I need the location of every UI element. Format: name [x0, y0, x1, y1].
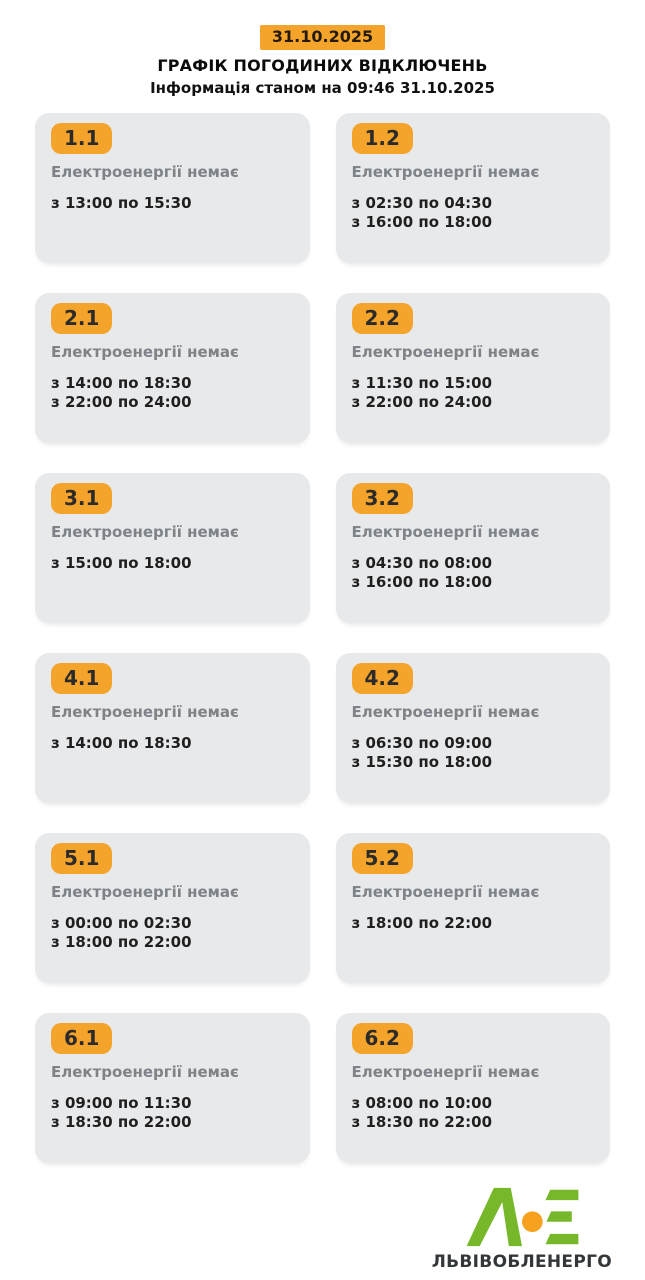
group-badge: 6.1: [51, 1023, 112, 1054]
group-card: [35, 833, 310, 983]
outage-times: [352, 734, 595, 774]
group-badge: 5.1: [51, 843, 112, 874]
outage-status-label: Електроенергії немає: [51, 522, 239, 541]
outage-status-label: Електроенергії немає: [351, 342, 540, 361]
group-badge: 1.2: [352, 123, 413, 154]
outage-times: [51, 734, 294, 754]
info-timestamp: Інформація станом на 09:46 31.10.2025: [150, 78, 495, 97]
group-badge: 1.1: [51, 123, 112, 154]
group-card: [35, 653, 310, 803]
group-badge: 4.2: [352, 663, 413, 694]
outage-status-label: Електроенергії немає: [51, 882, 239, 901]
outage-time-range: з 16:00 по 18:00: [351, 213, 493, 232]
outage-time-range: з 09:00 по 11:30: [51, 1093, 192, 1112]
outage-time-range: з 08:00 по 10:00: [351, 1093, 493, 1112]
group-badge: 5.2: [352, 843, 413, 874]
outage-time-range: з 00:00 по 02:30: [51, 913, 192, 932]
outage-time-range: з 15:30 по 18:00: [351, 753, 493, 772]
outage-time-range: з 04:30 по 08:00: [351, 553, 493, 572]
group-card: [35, 113, 310, 263]
outage-times: [51, 194, 294, 214]
outage-times: [352, 554, 595, 594]
outage-time-range: з 18:30 по 22:00: [351, 1113, 493, 1132]
outage-time-range: з 14:00 по 18:30: [51, 733, 192, 752]
group-badge: 4.1: [51, 663, 112, 694]
outage-status-label: Електроенергії немає: [51, 702, 239, 721]
outage-time-range: з 02:30 по 04:30: [351, 193, 493, 212]
group-card: [336, 113, 611, 263]
outage-time-range: з 22:00 по 24:00: [351, 393, 493, 412]
group-badge: 3.2: [352, 483, 413, 514]
outage-time-range: з 16:00 по 18:00: [351, 573, 493, 592]
group-badge: 2.2: [352, 303, 413, 334]
group-card: [35, 293, 310, 443]
outage-status-label: Електроенергії немає: [51, 162, 239, 181]
outage-times: [51, 1094, 294, 1134]
outage-time-range: з 06:30 по 09:00: [351, 733, 493, 752]
outage-status-label: Електроенергії немає: [351, 702, 540, 721]
outage-time-range: з 11:30 по 15:00: [351, 373, 493, 392]
group-card: [35, 1013, 310, 1163]
outage-times: [352, 914, 595, 934]
outage-times: [51, 554, 294, 574]
date-badge: 31.10.2025: [260, 25, 385, 50]
outage-time-range: з 15:00 по 18:00: [51, 553, 192, 572]
outage-status-label: Електроенергії немає: [351, 1062, 540, 1081]
outage-times: [352, 1094, 595, 1134]
outage-times: [51, 374, 294, 414]
company-name: ЛЬВІВОБЛЕНЕРГО: [431, 1252, 612, 1272]
outage-time-range: з 14:00 по 18:30: [51, 373, 192, 392]
group-card: [336, 293, 611, 443]
outage-status-label: Електроенергії немає: [51, 342, 239, 361]
schedule-header: [0, 0, 645, 97]
outage-time-range: з 13:00 по 15:30: [51, 193, 192, 212]
group-card: [336, 833, 611, 983]
group-card: [336, 473, 611, 623]
company-logo: [432, 1186, 612, 1272]
group-card: [35, 473, 310, 623]
outage-times: [352, 374, 595, 414]
groups-grid: [35, 113, 610, 1163]
page-title: ГРАФІК ПОГОДИНИХ ВІДКЛЮЧЕНЬ: [157, 55, 488, 75]
outage-times: [352, 194, 595, 234]
group-badge: 2.1: [51, 303, 112, 334]
outage-time-range: з 18:00 по 22:00: [351, 913, 493, 932]
group-card: [336, 653, 611, 803]
outage-status-label: Електроенергії немає: [351, 882, 540, 901]
outage-status-label: Електроенергії немає: [351, 522, 540, 541]
outage-time-range: з 18:00 по 22:00: [51, 933, 192, 952]
loe-logo-icon: [463, 1186, 581, 1248]
group-badge: 6.2: [352, 1023, 413, 1054]
group-badge: 3.1: [51, 483, 112, 514]
outage-time-range: з 22:00 по 24:00: [51, 393, 192, 412]
outage-status-label: Електроенергії немає: [351, 162, 540, 181]
outage-time-range: з 18:30 по 22:00: [51, 1113, 192, 1132]
outage-times: [51, 914, 294, 954]
outage-status-label: Електроенергії немає: [51, 1062, 239, 1081]
group-card: [336, 1013, 611, 1163]
